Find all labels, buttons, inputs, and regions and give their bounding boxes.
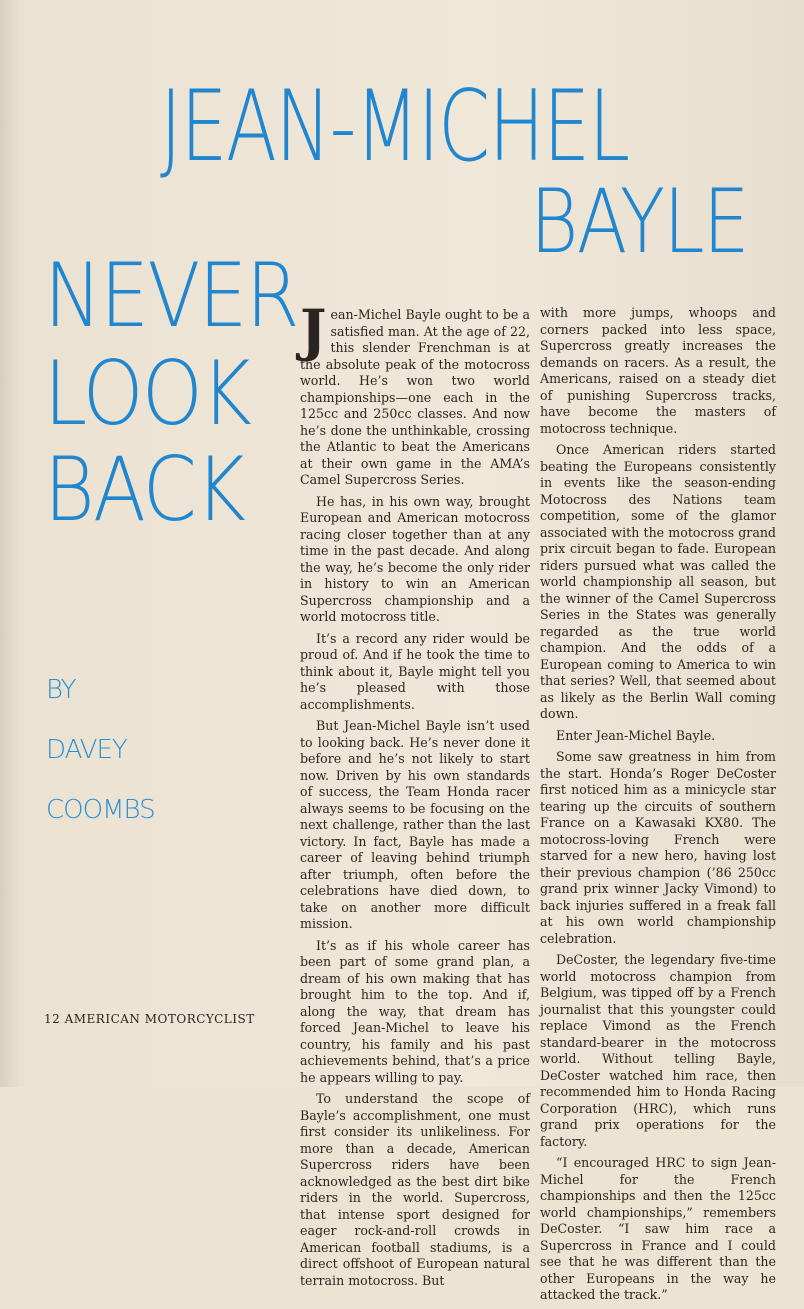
byline-first-name: DAVEY	[46, 735, 127, 765]
article-paragraph: Enter Jean-Michel Bayle.	[556, 727, 716, 743]
article-paragraph: DeCoster, the legendary five-time world motocross champion from Belgium, was tipped off by a French journalist that this youngster could replace Vimond as the French standard-bearer in the motocross world. Without telling Bayle, DeCoster watched him race, then recommended him to Honda Racing Corporation (HRC), which runs grand prix operations for the factory.	[540, 952, 776, 1149]
page-folio: 12 AMERICAN MOTORCYCLIST	[44, 1012, 255, 1026]
byline-last-name: COOMBS	[46, 795, 155, 825]
paragraph-text: ean-Michel Bayle ought to be a satisfied man. At the age of 22, this slender Frenchman is at the absolute peak of the motocross world. He’s won two world championships—one each in the 125cc and 250cc classes. And now he’s done the unthinkable, crossing the Atlantic to beat the Americans at their own game in the AMA’s Camel Supercross Series.	[300, 307, 530, 487]
article-paragraph: “I encouraged HRC to sign Jean-Michel for the French championships and then the 125cc world championships,” remembers DeCoster. “I saw him race a Supercross in France and I could see that he was different than the other Europeans in the way he attacked the track.”	[540, 1155, 776, 1302]
article-paragraph: It’s as if his whole career has been part of some grand plan, a dream of his own making that has brought him to the top. And if, along the way, that dream has forced Jean-Michel to leave his country, his family and his past achievements behind, that’s a price he appears willing to pay.	[300, 937, 530, 1085]
article-paragraph: He has, in his own way, brought European and American motocross racing closer together than at any time in the past decade. And along the way, he’s become the only rider in history to win an American Supercross championship and a world motocross title.	[300, 493, 530, 624]
byline-by: BY	[46, 675, 76, 705]
article-paragraph: It’s a record any rider would be proud of. And if he took the time to think about it, Bayle might tell you he’s pleased with those accomplishments.	[300, 630, 530, 712]
headline-line-1: JEAN-MICHEL	[160, 70, 629, 184]
article-paragraph: with more jumps, whoops and corners packed into less space, Supercross greatly increases the demands on racers. As a result, the Americans, raised on a steady diet of punishing Supercross tracks, have become the masters of motocross technique.	[540, 305, 776, 436]
drop-cap: J	[300, 298, 327, 364]
article-paragraph: But Jean-Michel Bayle isn’t used to looking back. He’s never done it before and he’s not likely to start now. Driven by his own standards of success, the Team Honda racer always seems to be focusing on the next challenge, rather than the last victory. In fact, Bayle has made a career of leaving behind triumph after triumph, often before the celebrations have died down, to take on another more difficult mission.	[300, 718, 530, 931]
article-column-1	[300, 298, 530, 1294]
article-column-2	[540, 305, 776, 1309]
article-paragraph: To understand the scope of Bayle’s accomplishment, one must first consider its unlikeliness. For more than a decade, American Supercross riders have been acknowledged as the best dirt bike riders in the world. Supercross, that intense sport designed for eager rock-and-roll crowds in American football stadiums, is a direct offshoot of European natural terrain motocross. But	[300, 1091, 530, 1288]
subhead-look: LOOK	[44, 342, 251, 445]
article-paragraph: Once American riders started beating the Europeans consistently in events like the season-ending Motocross des Nations team competition, some of the glamor associated with the motocross grand prix circuit began to fade. European riders pursued what was called the world championship all season, but the winner of the Camel Supercross Series in the States was generally regarded as the true world champion. And the odds of a European coming to America to win that series? Well, that seemed about as likely as the Berlin Wall coming down.	[540, 442, 776, 721]
article-paragraph	[300, 298, 530, 489]
headline-line-2: BAYLE	[530, 170, 748, 273]
subhead-never: NEVER	[44, 244, 298, 347]
subhead-back: BACK	[44, 438, 245, 541]
article-paragraph: Some saw greatness in him from the start. Honda’s Roger DeCoster first noticed him as a minicycle star tearing up the circuits of southern France on a Kawasaki KX80. The motocross-loving French were starved for a new hero, having lost their previous champion (’86 250cc grand prix winner Jacky Vimond) to back injuries suffered in a freak fall at his own world championship celebration.	[540, 749, 776, 946]
